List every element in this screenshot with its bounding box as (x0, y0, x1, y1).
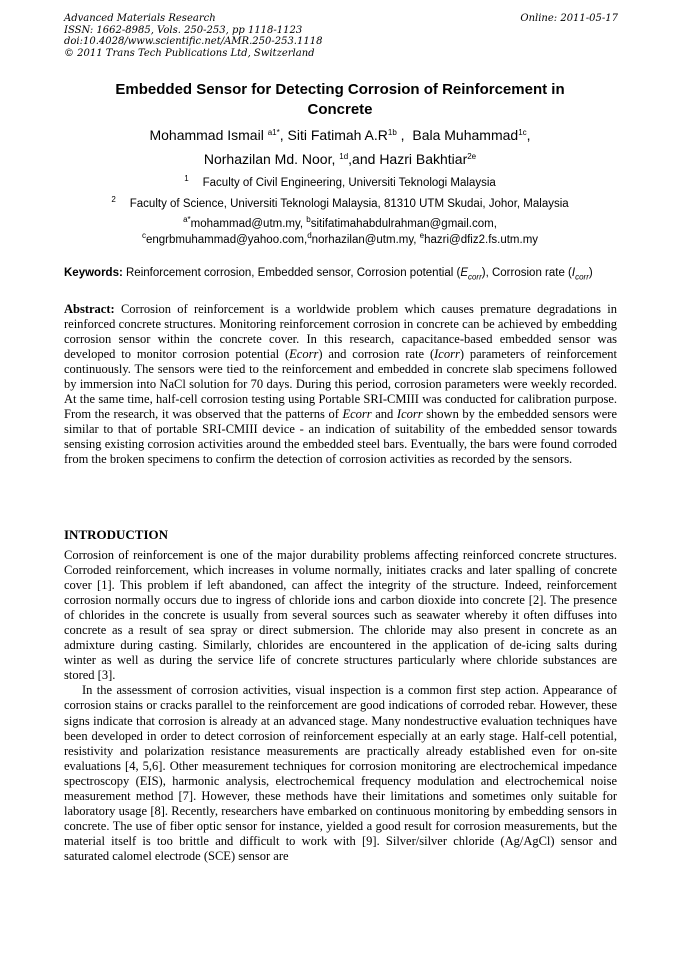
email-address: norhazilan@utm.my, (311, 234, 420, 246)
author-name: Siti Fatimah A.R (287, 127, 388, 143)
email-mark: e (419, 231, 425, 240)
affiliation-text: Faculty of Science, Universiti Teknologi Malaysia, 81310 UTM Skudai, Johor, Malaysia (129, 198, 569, 210)
email-address: sitifatimahabdulrahman@gmail.com, (310, 218, 497, 230)
author-affiliation-mark: a1* (267, 128, 280, 137)
abstract-text: Corrosion of reinforcement is a worldwide problem which causes premature degradations in reinforced concrete structures. Monitoring reinforcement corrosion in concrete can be achieved by embedding corrosion sensor within the concrete cover. In this research, capacitance-based embedded sensor was developed to monitor corrosion potential ( (64, 302, 617, 362)
affiliation-2 (64, 195, 616, 210)
keyword-symbol: E (460, 267, 468, 279)
author-line-1: Mohammad Ismail $^{a1*}$, Siti Fatimah $A.R^{1b}$ , Bala Muhammad$^{1c}$, (149, 127, 531, 143)
abstract-text: ) and corrosion rate ( (318, 347, 435, 362)
affiliation-number: 1 (184, 174, 189, 183)
online-date: Online: 2011-05-17 (520, 13, 618, 24)
keywords-text: Reinforcement corrosion, Embedded sensor, Corrosion potential ( (122, 267, 461, 279)
journal-header (64, 13, 618, 59)
abstract-text: and (371, 407, 397, 422)
author-affiliation-mark: 1d (339, 152, 349, 161)
author-affiliation-mark: 1c (518, 128, 527, 137)
keywords-text: ) (588, 267, 593, 279)
author-affiliation-mark: 2e (467, 152, 477, 161)
title-line-1: Embedded Sensor for Detecting Corrosion of Reinforcement in (115, 81, 565, 98)
affiliation-1 (64, 174, 616, 189)
paragraph: In the assessment of corrosion activities, visual inspection is a common first step action. Appearance of corrosion stains or cracks parallel to the reinforcement are good indications of corroded rebar. However, these signs indicate that corrosion is already at an advanced stage. Many nondestructive evaluation techniques have been developed in order to detect corrosion of reinforcement especially at an early stage. Half-cell potential, resistivity and polarization resistance measurements are practically already established even for on-site evaluations [4, 5,6]. Other measurement techniques for corrosion monitoring are electrochemical impedance spectroscopy (EIS), harmonic analysis, electrochemical frequency modulation and electrochemical noise measurement method [7]. However, these methods have their limitations and sometimes only suitable for laboratory usage [8]. Recently, researchers have embarked on continuous monitoring by embedding sensors in concrete. The use of fiber optic sensor for instance, yielded a good result for corrosion measurements, but the material itself is too brittle and difficult to work with [9]. Silver/silver chloride (Ag/AgCl) sensor and saturated calomel electrode (SCE) sensor are (64, 683, 617, 863)
title-line-2: Concrete (307, 101, 373, 118)
keywords-label: Keywords: (64, 267, 123, 279)
abstract-symbol: Ecorr (342, 407, 372, 422)
journal-issn: ISSN: 1662-8985, Vols. 250-253, pp 1118-1123 (64, 24, 303, 36)
email-address: engrbmuhammad@yahoo.com, (145, 234, 308, 246)
author-affiliation-mark: 1b (387, 128, 397, 137)
email-line-2 (64, 232, 616, 248)
keywords-text: ), Corrosion rate ( (481, 267, 572, 279)
author-name: Mohammad Ismail (149, 127, 268, 143)
section-heading: INTRODUCTION (64, 527, 169, 542)
abstract-symbol: Ecorr (289, 347, 319, 362)
author-emails (64, 216, 616, 248)
abstract-text: shown by the embedded sensors were similar to that of portable SRI-CMIII device - an indication of suitability of the embedded sensor towards sensing existing corrosion activities around the embedded steel bars. Eventually, the bars were found corroded from the broken specimens to confirm the detection of corrosion activities as recorded by the sensors. (64, 407, 618, 467)
abstract-label: Abstract: (64, 302, 115, 316)
affiliation-number: 2 (111, 195, 116, 204)
keyword-subscript: corr (575, 272, 589, 282)
affiliation-text: Faculty of Civil Engineering, Universiti Teknologi Malaysia (202, 177, 496, 189)
email-address: hazri@dfiz2.fs.utm.my (424, 234, 539, 246)
email-mark: d (307, 231, 312, 240)
abstract-symbol: Icorr (434, 347, 460, 362)
author-name: Hazri Bakhtiar (379, 151, 468, 167)
journal-name: Advanced Materials Research (64, 13, 216, 24)
author-name: Bala Muhammad (412, 127, 519, 143)
author-line-2: Norhazilan Md. Noor, $^{1d}$,and Hazri Bakhtiar$^{2e}$ (203, 151, 477, 167)
journal-copyright: © 2011 Trans Tech Publications Ltd, Switzerland (64, 47, 315, 59)
author-name: Norhazilan Md. Noor, (203, 151, 340, 167)
email-mark: b (306, 215, 311, 224)
abstract-text: ) parameters of reinforcement continuously. The sensors were tied to the reinforcement and embedded in concrete slab specimens followed by immersion into NaCl solution for 70 days. During this period, corrosion parameters were weekly recorded. At the same time, half-cell corrosion testing using Portable SRI-CMIII was conducted for calibration purpose. From the research, it was observed that the patterns of (64, 347, 617, 422)
journal-doi: doi:10.4028/www.scientific.net/AMR.250-253.1118 (64, 36, 323, 47)
email-address: mohammad@utm.my, (190, 218, 307, 230)
keyword-symbol: I (571, 267, 576, 279)
abstract-symbol: Icorr (396, 407, 423, 422)
keywords (64, 266, 616, 284)
keyword-subscript: corr (467, 272, 482, 282)
paper-title (64, 80, 616, 120)
abstract (64, 302, 617, 468)
author-list (64, 123, 616, 171)
email-mark: a* (183, 215, 191, 224)
paragraph: Corrosion of reinforcement is one of the major durability problems affecting reinforced concrete structures. Corroded reinforcement, which increases in volume normally, initiates cracks and later spalling of concrete cover [1]. This problem if left abandoned, can affect the integrity of the structure. Indeed, reinforcement corrosion normally occurs due to ingress of chloride ions and carbon dioxide into concrete [2]. The presence of chlorides in the concrete is usually from several sources such as seawater whereby it often diffuses into concrete as a result of sea spray or direct submersion. The chloride may also present in concrete as an admixture during casting. Similarly, chlorides are encountered in the application of de-icing salts during winter as well as during the service life of concrete structures particularly where chloride substances are stored [3]. (64, 548, 617, 683)
email-mark: c (141, 231, 146, 240)
introduction-body (64, 548, 617, 864)
email-line-1 (64, 216, 616, 232)
